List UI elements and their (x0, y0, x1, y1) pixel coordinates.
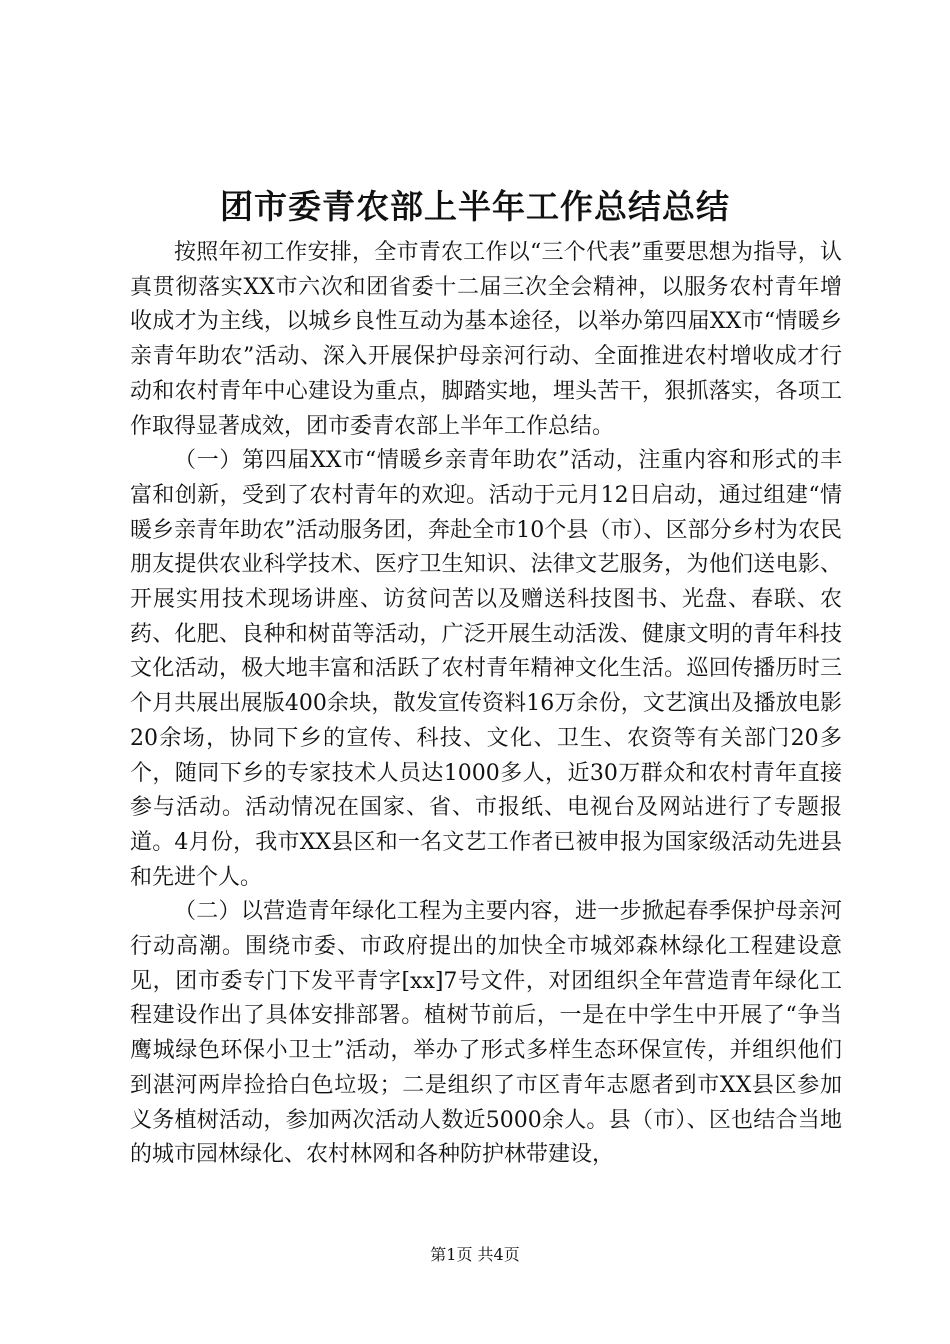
paragraph-intro: 按照年初工作安排，全市青农工作以“三个代表”重要思想为指导，认真贯彻落实XX市六次和团省委十二届三次全会精神，以服务农村青年增收成才为主线，以城乡良性互动为基本途径，以举办第四届XX市“情暖乡亲青年助农”活动、深入开展保护母亲河行动、全面推进农村增收成才行动和农村青年中心建设为重点，脚踏实地，埋头苦干，狠抓落实，各项工作取得显著成效，团市委青农部上半年工作总结。 (130, 240, 842, 439)
page-footer: 第1页 共4页 (430, 1245, 520, 1264)
document-title: 团市委青农部上半年工作总结总结 (220, 187, 730, 226)
document-body (130, 236, 842, 1173)
paragraph-section-2: （二）以营造青年绿化工程为主要内容，进一步掀起春季保护母亲河行动高潮。围绕市委、市政府提出的加快全市城郊森林绿化工程建设意见，团市委专门下发平青字[xx]7号文件，对团组织全年营造青年绿化工程建设作出了具体安排部署。植树节前后，一是在中学生中开展了“争当鹰城绿色环保小卫士”活动，举办了形式多样生态环保宣传，并组织他们到湛河两岸捡拾白色垃圾；二是组织了市区青年志愿者到市XX县区参加义务植树活动，参加两次活动人数近5000余人。县（市）、区也结合当地的城市园林绿化、农村林网和各种防护林带建设， (130, 899, 842, 1168)
paragraph-section-1: （一）第四届XX市“情暖乡亲青年助农”活动，注重内容和形式的丰富和创新，受到了农村青年的欢迎。活动于元月12日启动，通过组建“情暖乡亲青年助农”活动服务团，奔赴全市10个县（市）、区部分乡村为农民朋友提供农业科学技术、医疗卫生知识、法律文艺服务，为他们送电影、开展实用技术现场讲座、访贫问苦以及赠送科技图书、光盘、春联、农药、化肥、良种和树苗等活动，广泛开展生动活泼、健康文明的青年科技文化活动，极大地丰富和活跃了农村青年精神文化生活。巡回传播历时三个月共展出展版400余块，散发宣传资料16万余份，文艺演出及播放电影20余场，协同下乡的宣传、科技、文化、卫生、农资等有关部门20多个，随同下乡的专家技术人员达1000多人，近30万群众和农村青年直接参与活动。活动情况在国家、省、市报纸、电视台及网站进行了专题报道。4月份，我市XX县区和一名文艺工作者已被申报为国家级活动先进县和先进个人。 (130, 448, 842, 890)
